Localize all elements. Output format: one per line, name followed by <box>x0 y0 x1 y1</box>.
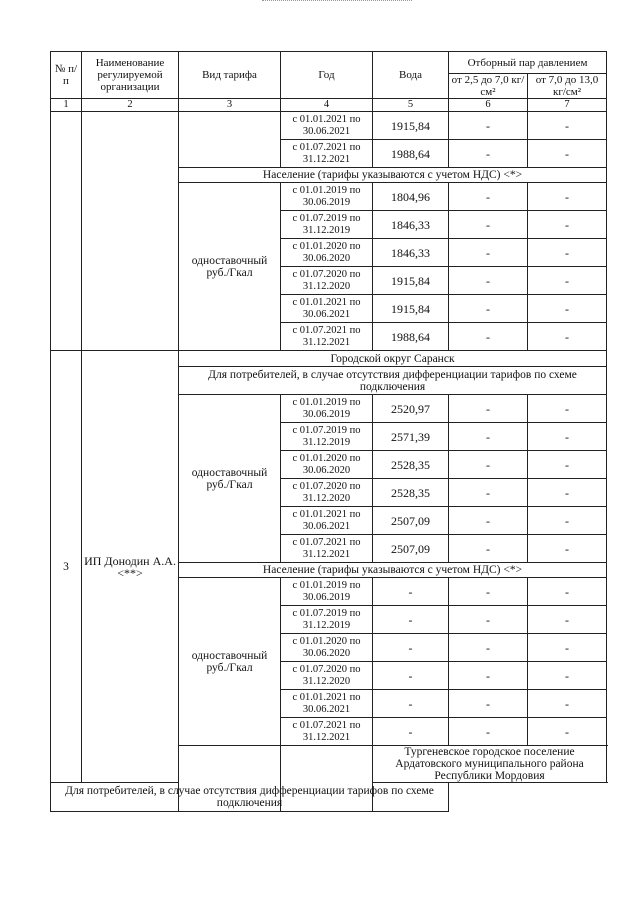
tariff-type-cell <box>179 112 281 168</box>
period-cell: с 01.07.2021 по 31.12.2021 <box>281 323 373 351</box>
water-value: 1988,64 <box>373 140 449 168</box>
period-cell: с 01.07.2021 по 31.12.2021 <box>281 718 373 746</box>
steam-low-value: - <box>449 535 528 563</box>
steam-high-value: - <box>528 112 607 140</box>
period-cell: с 01.07.2019 по 31.12.2019 <box>281 606 373 634</box>
steam-low-value: - <box>449 112 528 140</box>
col-number: 2 <box>82 99 179 112</box>
steam-high-value: - <box>528 535 607 563</box>
steam-high-value: - <box>528 690 607 718</box>
period-cell: с 01.07.2020 по 31.12.2020 <box>281 479 373 507</box>
water-value: 2528,35 <box>373 479 449 507</box>
col-number: 7 <box>528 99 607 112</box>
water-value: - <box>373 718 449 746</box>
col-number: 6 <box>449 99 528 112</box>
tariff-type-cell: одноставочный руб./Гкал <box>179 183 281 351</box>
tariff-row <box>51 112 607 140</box>
steam-low-value: - <box>449 323 528 351</box>
header-year: Год <box>281 52 373 99</box>
steam-low-value: - <box>449 211 528 239</box>
steam-low-value: - <box>449 578 528 606</box>
steam-low-value: - <box>449 451 528 479</box>
steam-low-value: - <box>449 295 528 323</box>
section-row <box>51 351 607 367</box>
steam-high-value: - <box>528 267 607 295</box>
steam-high-value: - <box>528 323 607 351</box>
steam-high-value: - <box>528 211 607 239</box>
header-org: Наименование регулируемой организации <box>82 52 179 99</box>
steam-low-value: - <box>449 690 528 718</box>
row-number-cell <box>51 112 82 351</box>
water-value: 1915,84 <box>373 295 449 323</box>
steam-low-value: - <box>449 140 528 168</box>
steam-low-value: - <box>449 662 528 690</box>
period-cell: с 01.07.2019 по 31.12.2019 <box>281 423 373 451</box>
tariff-type-cell: одноставочный руб./Гкал <box>179 395 281 563</box>
water-value: - <box>373 662 449 690</box>
column-numbers-row <box>51 99 607 112</box>
water-value: 1846,33 <box>373 211 449 239</box>
steam-low-value: - <box>449 606 528 634</box>
steam-low-value: - <box>449 634 528 662</box>
consumers-title: Для потребителей, в случае отсутствия дифференциации тарифов по схеме подключения <box>51 783 449 812</box>
col-number: 1 <box>51 99 82 112</box>
header-water: Вода <box>373 52 449 99</box>
water-value: 2507,09 <box>373 507 449 535</box>
steam-high-value: - <box>528 718 607 746</box>
steam-low-value: - <box>449 395 528 423</box>
population-title: Население (тарифы указываются с учетом НДС) <*> <box>179 563 607 578</box>
period-cell: с 01.07.2020 по 31.12.2020 <box>281 267 373 295</box>
steam-low-value: - <box>449 183 528 211</box>
row-number-cell: 3 <box>51 351 82 783</box>
col-number: 4 <box>281 99 373 112</box>
water-value: 1846,33 <box>373 239 449 267</box>
period-cell: с 01.01.2021 по 30.06.2021 <box>281 507 373 535</box>
steam-high-value: - <box>528 183 607 211</box>
steam-high-value: - <box>528 479 607 507</box>
scan-artifact <box>262 0 412 6</box>
header-row <box>51 52 607 74</box>
period-cell: с 01.01.2019 по 30.06.2019 <box>281 578 373 606</box>
steam-high-value: - <box>528 578 607 606</box>
water-value: 2571,39 <box>373 423 449 451</box>
water-value: 1915,84 <box>373 267 449 295</box>
steam-low-value: - <box>449 479 528 507</box>
period-cell: с 01.01.2020 по 30.06.2020 <box>281 634 373 662</box>
water-value: 2528,35 <box>373 451 449 479</box>
region-title: Городской округ Саранск <box>179 351 607 367</box>
water-value: - <box>373 690 449 718</box>
steam-high-value: - <box>528 395 607 423</box>
water-value: - <box>373 606 449 634</box>
steam-high-value: - <box>528 423 607 451</box>
consumers-title: Для потребителей, в случае отсутствия дифференциации тарифов по схеме подключения <box>179 367 607 395</box>
period-cell: с 01.01.2019 по 30.06.2019 <box>281 183 373 211</box>
steam-high-value: - <box>528 451 607 479</box>
steam-low-value: - <box>449 507 528 535</box>
water-value: - <box>373 634 449 662</box>
steam-low-value: - <box>449 239 528 267</box>
org-cell: ИП Донодин А.А. <**> <box>82 351 179 783</box>
period-cell: с 01.01.2020 по 30.06.2020 <box>281 451 373 479</box>
region-title-line: Ардатовского муниципального района Республики Мордовия <box>395 758 584 782</box>
water-value: - <box>373 578 449 606</box>
col-number: 3 <box>179 99 281 112</box>
header-steam-low: от 2,5 до 7,0 кг/см² <box>449 74 528 99</box>
period-cell: с 01.01.2021 по 30.06.2021 <box>281 295 373 323</box>
header-type: Вид тарифа <box>179 52 281 99</box>
steam-low-value: - <box>449 718 528 746</box>
period-cell: с 01.01.2021 по 30.06.2021 <box>281 690 373 718</box>
period-cell: с 01.07.2019 по 31.12.2019 <box>281 211 373 239</box>
population-title: Население (тарифы указываются с учетом НДС) <*> <box>179 168 607 183</box>
water-value: 1915,84 <box>373 112 449 140</box>
steam-high-value: - <box>528 140 607 168</box>
region-title-line: Тургеневское городское поселение <box>404 746 575 758</box>
header-steam-high: от 7,0 до 13,0 кг/см² <box>528 74 607 99</box>
section-row <box>51 783 607 812</box>
steam-high-value: - <box>528 634 607 662</box>
org-cell <box>82 112 179 351</box>
tariff-table <box>50 51 607 812</box>
col-number: 5 <box>373 99 449 112</box>
steam-high-value: - <box>528 662 607 690</box>
water-value: 2507,09 <box>373 535 449 563</box>
period-cell: с 01.07.2021 по 31.12.2021 <box>281 140 373 168</box>
period-cell: с 01.01.2020 по 30.06.2020 <box>281 239 373 267</box>
steam-high-value: - <box>528 606 607 634</box>
steam-high-value: - <box>528 295 607 323</box>
water-value: 1988,64 <box>373 323 449 351</box>
region-title <box>373 746 607 783</box>
period-cell: с 01.07.2020 по 31.12.2020 <box>281 662 373 690</box>
header-num: № п/п <box>51 52 82 99</box>
steam-low-value: - <box>449 423 528 451</box>
period-cell: с 01.01.2019 по 30.06.2019 <box>281 395 373 423</box>
steam-low-value: - <box>449 267 528 295</box>
steam-high-value: - <box>528 507 607 535</box>
steam-high-value: - <box>528 239 607 267</box>
period-cell: с 01.01.2021 по 30.06.2021 <box>281 112 373 140</box>
water-value: 1804,96 <box>373 183 449 211</box>
tariff-type-cell: одноставочный руб./Гкал <box>179 578 281 746</box>
water-value: 2520,97 <box>373 395 449 423</box>
header-steam: Отборный пар давлением <box>449 52 607 74</box>
period-cell: с 01.07.2021 по 31.12.2021 <box>281 535 373 563</box>
